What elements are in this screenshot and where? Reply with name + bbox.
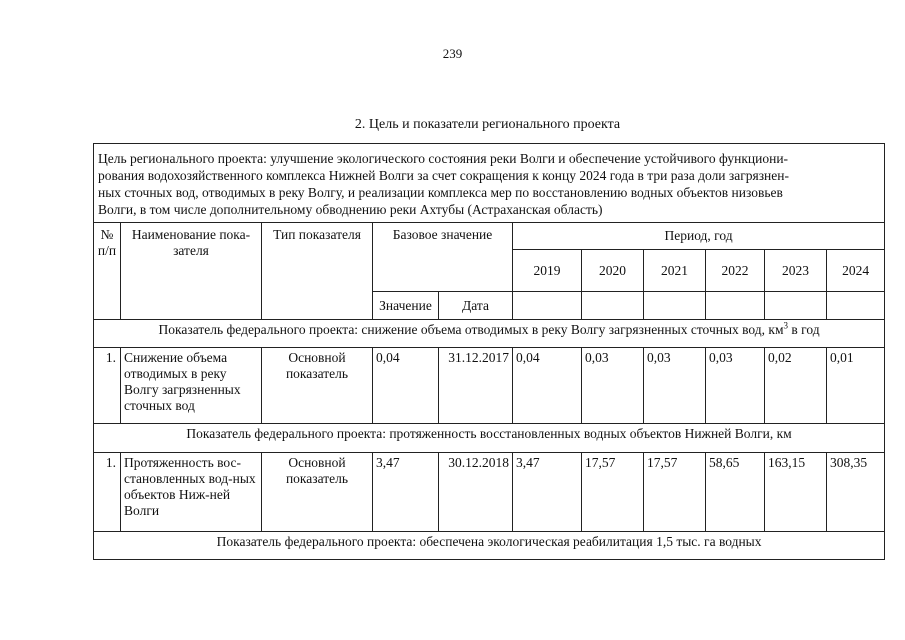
goal-line-3: ных сточных вод, отводимых в реку Волгу, и реализации комплекса мер по восстановлению водных объектов низовьев <box>98 185 783 200</box>
header-row-1 <box>94 223 885 250</box>
row-1-value-2021: 0,03 <box>644 348 706 424</box>
row-2-base-date: 30.12.2018 <box>439 453 513 532</box>
header-year-2021: 2021 <box>644 250 706 292</box>
row-2-value-2022: 58,65 <box>706 453 765 532</box>
header-type: Тип показателя <box>262 223 373 320</box>
section-title-row <box>94 424 885 453</box>
row-2-value-2024: 308,35 <box>827 453 885 532</box>
section-title-row <box>94 532 885 560</box>
section-title-1 <box>94 320 885 348</box>
row-1-base-date: 31.12.2017 <box>439 348 513 424</box>
row-1-value-2024: 0,01 <box>827 348 885 424</box>
goal-line-1: Цель регионального проекта: улучшение экологического состояния реки Волги и обеспечение устойчивого функциони- <box>98 151 789 166</box>
header-period: Период, год <box>513 223 885 250</box>
indicators-table <box>93 143 885 560</box>
row-2-value-2019: 3,47 <box>513 453 582 532</box>
goal-cell <box>94 144 885 223</box>
section-title-1-suffix: в год <box>788 322 820 337</box>
row-1-type: Основной показатель <box>262 348 373 424</box>
section-title-1-sup: 3 <box>783 320 789 331</box>
row-2-value-2021: 17,57 <box>644 453 706 532</box>
row-2-value-2023: 163,15 <box>765 453 827 532</box>
row-1-value-2022: 0,03 <box>706 348 765 424</box>
header-year-2022: 2022 <box>706 250 765 292</box>
row-1-value-2020: 0,03 <box>582 348 644 424</box>
page-number: 239 <box>442 46 463 61</box>
header-date: Дата <box>439 292 513 320</box>
header-name: Наименование пока-зателя <box>121 223 262 320</box>
section-title-row <box>94 320 885 348</box>
row-1-num: 1. <box>94 348 121 424</box>
row-2-base-value: 3,47 <box>373 453 439 532</box>
section-title-3: Показатель федерального проекта: обеспечена экологическая реабилитация 1,5 тыс. га водных <box>94 532 885 560</box>
goal-row <box>94 144 885 223</box>
header-year-2019: 2019 <box>513 250 582 292</box>
header-year-2023: 2023 <box>765 250 827 292</box>
header-base: Базовое значение <box>373 223 513 292</box>
row-2-name: Протяженность вос-становленных вод-ных объектов Ниж-ней Волги <box>121 453 262 532</box>
section-title-1-text: Показатель федерального проекта: снижение объема отводимых в реку Волгу загрязненных сточных вод, км <box>158 322 784 337</box>
row-1-value-2019: 0,04 <box>513 348 582 424</box>
table-row <box>94 453 885 532</box>
row-2-num: 1. <box>94 453 121 532</box>
goal-line-2: рования водохозяйственного комплекса Нижней Волги за счет сокращения к концу 2024 года в три раза доли загрязнен- <box>98 168 789 183</box>
section-title-2: Показатель федерального проекта: протяженность восстановленных водных объектов Нижней Волги, км <box>94 424 885 453</box>
section-heading: 2. Цель и показатели регионального проекта <box>354 117 621 132</box>
row-2-type: Основной показатель <box>262 453 373 532</box>
header-year-2020: 2020 <box>582 250 644 292</box>
row-2-value-2020: 17,57 <box>582 453 644 532</box>
table-row <box>94 348 885 424</box>
header-year-2024: 2024 <box>827 250 885 292</box>
row-1-base-value: 0,04 <box>373 348 439 424</box>
header-num: № п/п <box>94 223 121 320</box>
goal-line-4: Волги, в том числе дополнительному обводнению реки Ахтубы (Астраханская область) <box>98 202 603 217</box>
row-1-value-2023: 0,02 <box>765 348 827 424</box>
header-value: Значение <box>373 292 439 320</box>
row-1-name: Снижение объема отводимых в реку Волгу загрязненных сточных вод <box>121 348 262 424</box>
